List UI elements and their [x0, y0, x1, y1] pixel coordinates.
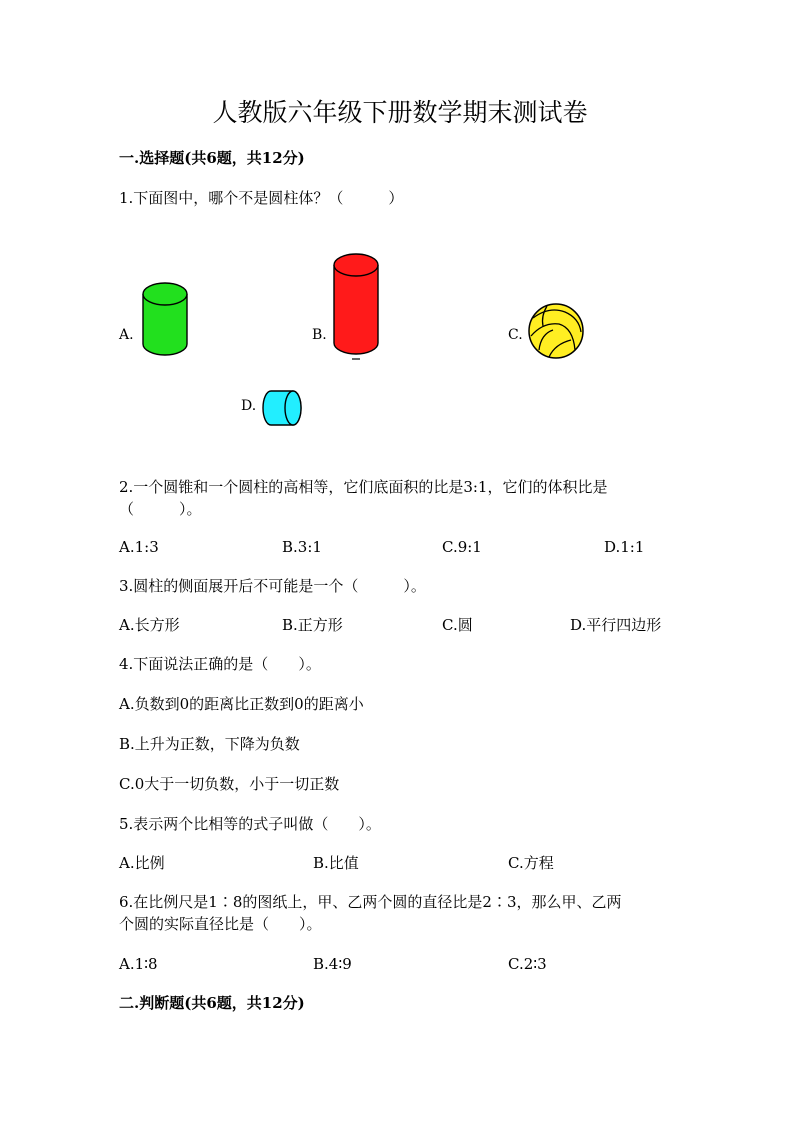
q2-option-a: A.1:3	[119, 538, 159, 556]
question-2-line1: 2.一个圆锥和一个圆柱的高相等，它们底面积的比是3:1，它们的体积比是	[119, 478, 608, 496]
question-5: 5.表示两个比相等的式子叫做（ ）。	[119, 815, 381, 833]
q3-option-b: B.正方形	[282, 616, 343, 634]
q6-option-c: C.2∶3	[508, 955, 547, 973]
red-cylinder-image	[332, 249, 380, 363]
question-6-line1: 6.在比例尺是1∶8的图纸上，甲、乙两个圆的直径比是2∶3，那么甲、乙两	[119, 893, 622, 911]
section-heading-choice: 一.选择题(共6题，共12分)	[119, 149, 305, 167]
q1-option-a-label: A.	[119, 327, 134, 343]
q3-option-c: C.圆	[442, 616, 473, 634]
yellow-ball-image	[527, 302, 585, 360]
section-heading-judgement: 二.判断题(共6题，共12分)	[119, 994, 305, 1012]
q1-option-c-label: C.	[508, 327, 523, 343]
q2-option-b: B.3:1	[282, 538, 322, 556]
question-6-line2: 个圆的实际直径比是（ ）。	[119, 915, 322, 933]
q5-option-a: A.比例	[119, 854, 165, 872]
question-2-line2: （ ）。	[119, 500, 202, 518]
q5-option-b: B.比值	[313, 854, 359, 872]
q1-option-b-label: B.	[312, 327, 327, 343]
q4-option-c: C.0大于一切负数，小于一切正数	[119, 775, 340, 793]
q6-option-b: B.4∶9	[313, 955, 352, 973]
question-4: 4.下面说法正确的是（ ）。	[119, 655, 321, 673]
q6-option-a: A.1∶8	[119, 955, 158, 973]
q2-option-c: C.9:1	[442, 538, 482, 556]
q4-option-a: A.负数到0的距离比正数到0的距离小	[119, 695, 364, 713]
cyan-cylinder-image	[262, 389, 304, 427]
q3-option-a: A.长方形	[119, 616, 180, 634]
q4-option-b: B.上升为正数，下降为负数	[119, 735, 300, 753]
page-title: 人教版六年级下册数学期末测试卷	[212, 98, 588, 127]
question-3: 3.圆柱的侧面展开后不可能是一个（ ）。	[119, 577, 426, 595]
q1-option-d-label: D.	[241, 398, 257, 414]
question-1: 1.下面图中，哪个不是圆柱体？（ ）	[119, 189, 404, 207]
q3-option-d: D.平行四边形	[570, 616, 662, 634]
green-cylinder-image	[141, 281, 189, 357]
q5-option-c: C.方程	[508, 854, 554, 872]
q2-option-d: D.1:1	[604, 538, 645, 556]
